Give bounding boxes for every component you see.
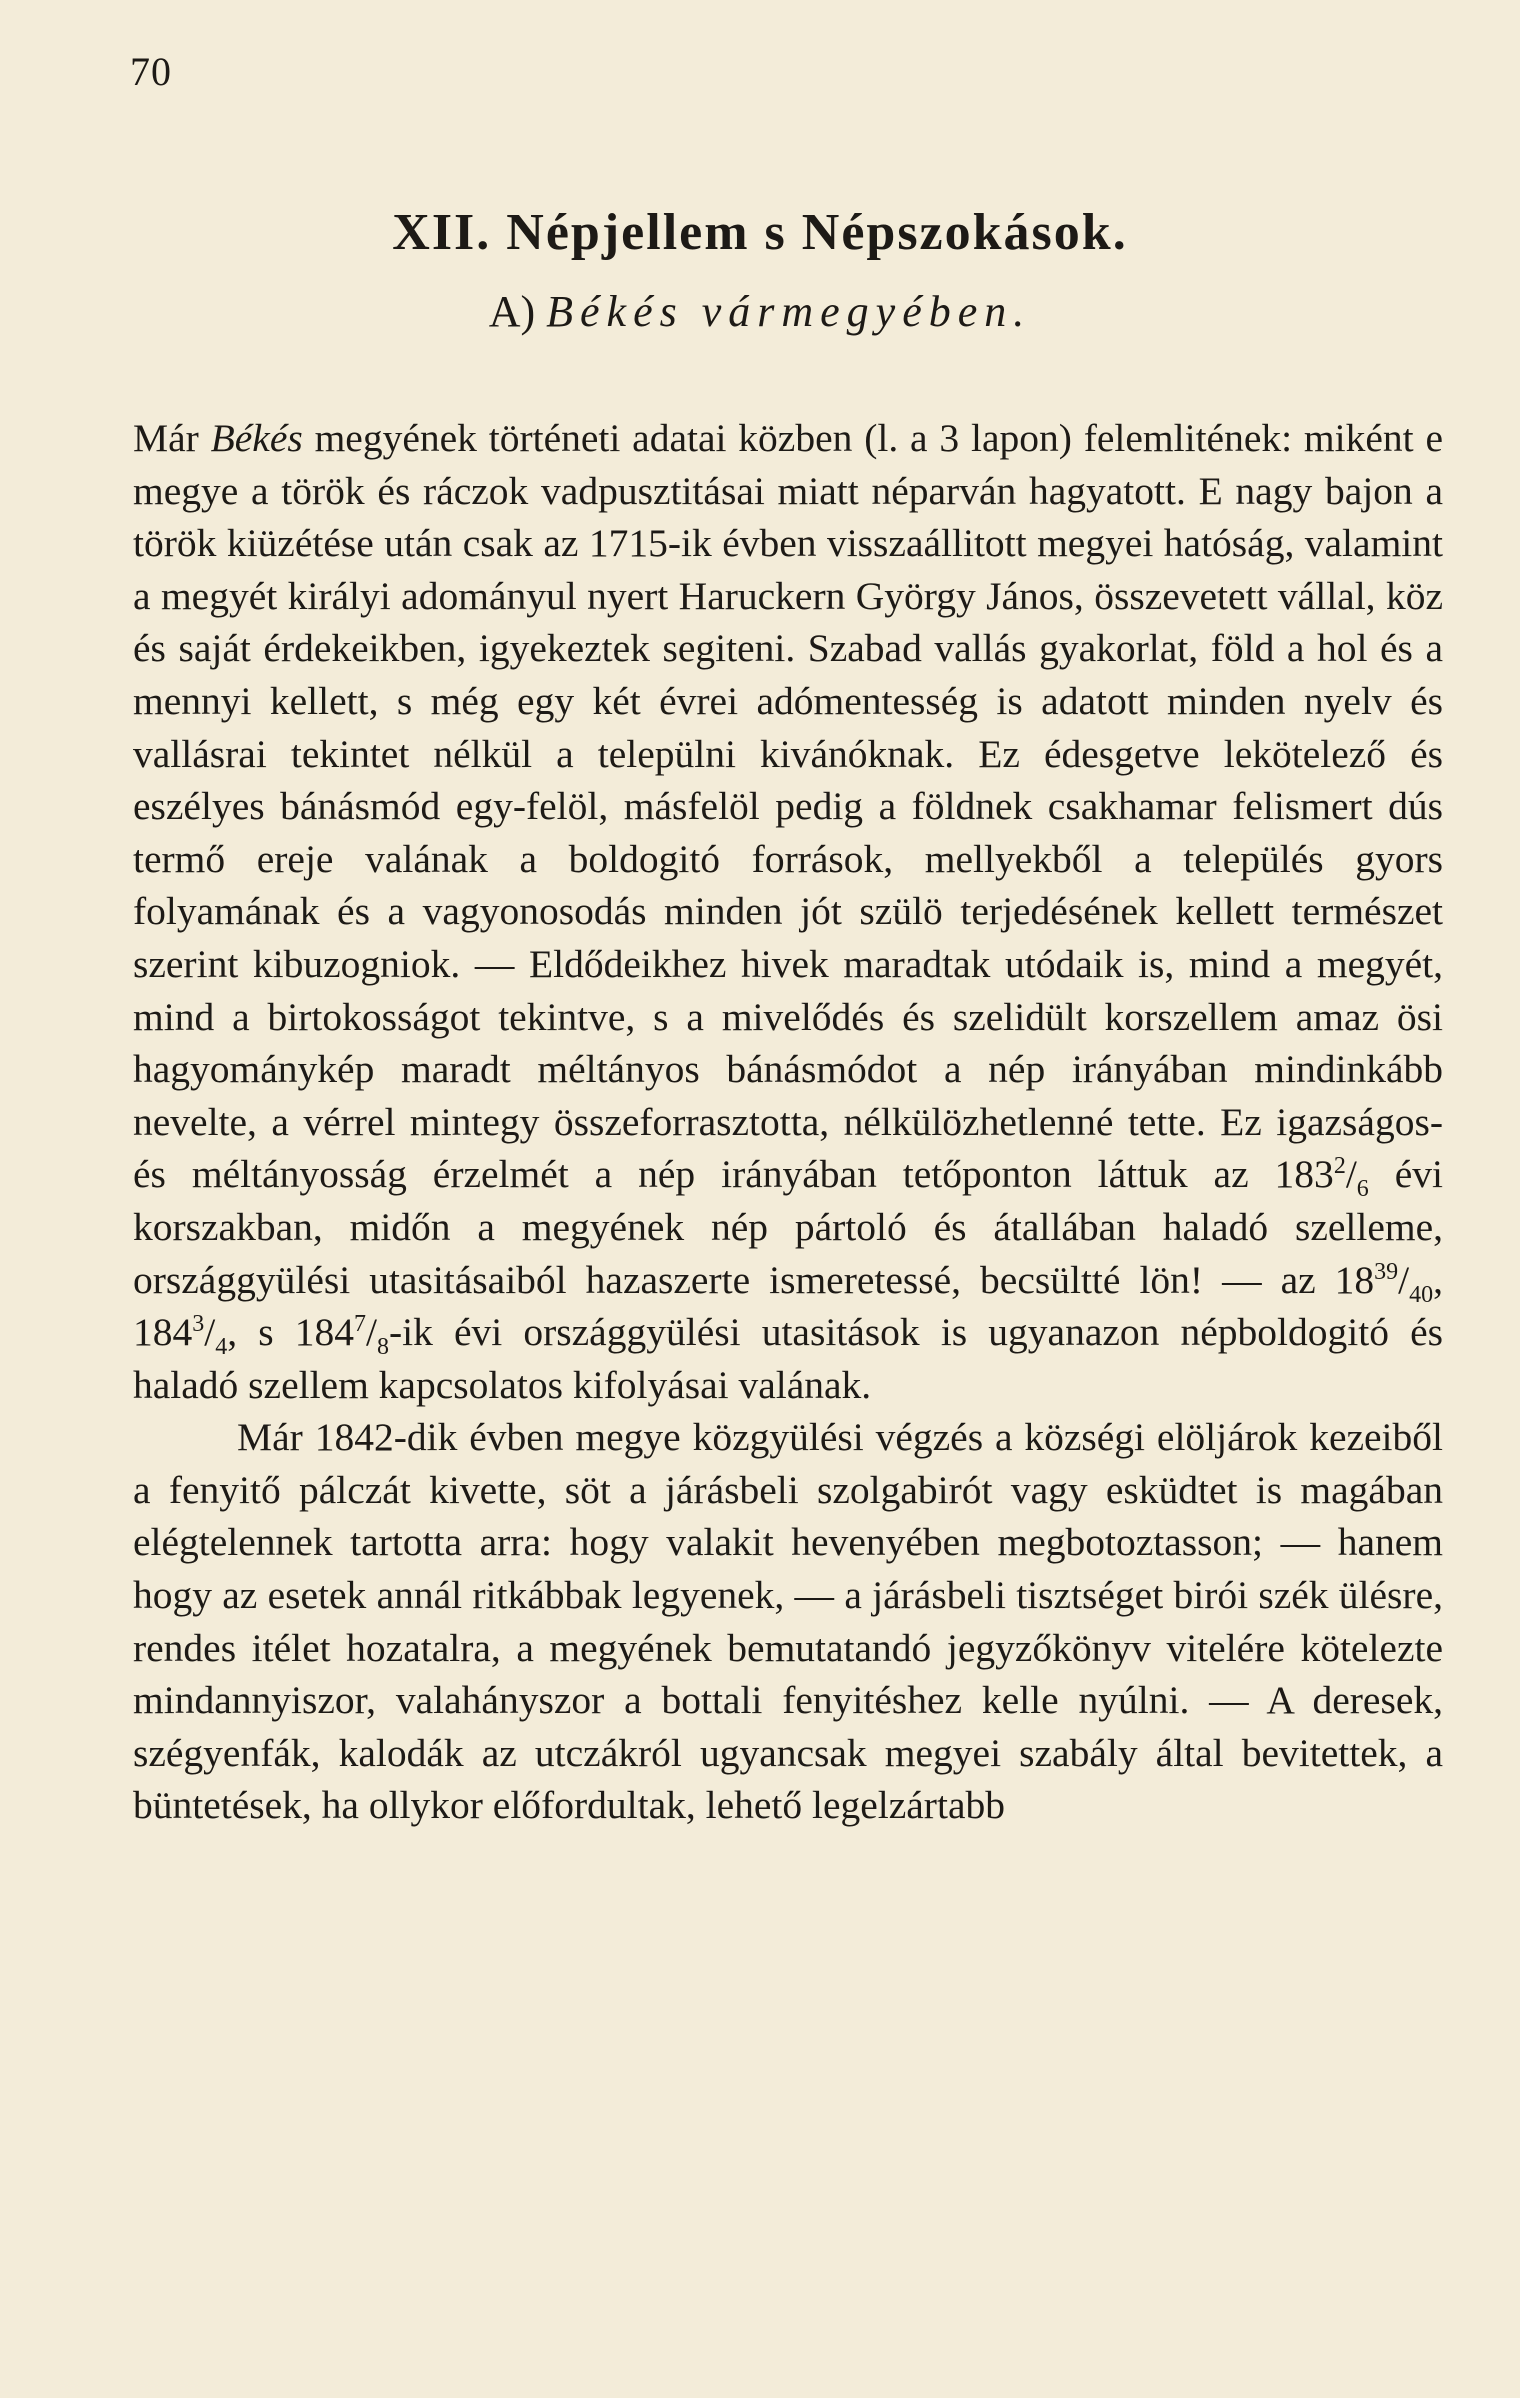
emphasis-bekes: Békés: [210, 416, 303, 460]
text-run: évi korszakban, midőn a megyének nép pártoló és átallában haladó szelleme, országgyülési utasitásaiból hazaszerte ismeretessé, becsültté lön! — az 18: [133, 1152, 1443, 1302]
subtitle-prefix: A): [488, 287, 547, 336]
page-number: 70: [130, 49, 172, 94]
text-run: , s 184: [227, 1310, 354, 1355]
section-subtitle: [0, 286, 1520, 337]
fraction-denominator: 40: [1409, 1281, 1434, 1308]
text-run: , 184: [133, 1257, 1443, 1355]
fraction-denominator: 8: [376, 1333, 389, 1360]
fraction-numerator: 3: [192, 1310, 205, 1337]
text-run: megyének történeti adatai közben (l. a 3 lapon) felemlitének: miként e megye a török és ráczok vadpusztitásai miatt néparván hagyatott. E nagy bajon a török kiüzétése után csak az 1715-ik évben visszaállitott megyei hatóság, valamint a megyét királyi adományul nyert Haruckern György János, összevetett vállal, köz és saját érdekeikben, igyekeztek segiteni. Szabad vallás gyakorlat, föld a hol és a mennyi kellett, s még egy két évrei adómentesség is adatott minden nyelv és vallásrai tekintet nélkül a települni kivánóknak. Ez édesgetve lekötelező és eszélyes bánásmód egy-felöl, másfelöl pedig a földnek csakhamar felismert dús termő ereje valának a boldogitó források, mellyekből a település gyors folyamának és a vagyonosodás minden jót szülö terjedésének kellett természet szerint kibuzogniok. — Eldődeikhez hivek maradtak utódaik is, mind a megyét, mind a birtokosságot tekintve, s a mivelődés és szelidült korszellem amaz ösi hagyománykép maradt méltányos bánásmódot a nép irányában mindinkább nevelte, a vérrel mintegy összeforrasztotta, nélkülözhetlenné tette. Ez igazságos- és méltányosság érzelmét a nép irányában tetőponton láttuk az 183: [133, 416, 1443, 1197]
chapter-title: XII. Népjellem s Népszokások.: [392, 204, 1128, 261]
fraction-numerator: 2: [1333, 1153, 1346, 1180]
body-text: [133, 412, 1443, 1832]
fraction-numerator: 39: [1374, 1258, 1399, 1285]
text-run: Már: [133, 416, 211, 460]
paragraph-2: Már 1842-dik évben megye közgyülési végzés a községi elöljárok kezeiből a fenyitő pálczát kivette, söt a járásbeli szolgabirót vagy esküdtet is magában elégtelennek tartotta arra: hogy valakit hevenyében megbotoztasson; — hanem hogy az esetek annál ritkábbak legyenek, — a járásbeli tisztséget birói szék ülésre, rendes itélet hozatalra, a megyének bemutatandó jegyzőkönyv vitelére kötelezte mindannyiszor, valahányszor a bottali fenyitéshez kelle nyúlni. — A deresek, szégyenfák, kalodák az utczákról ugyancsak megyei szabály által bevitettek, a büntetések, ha ollykor előfordultak, lehető legelzártabb: [133, 1415, 1443, 1828]
fraction-numerator: 7: [354, 1310, 366, 1337]
text-run: -ik évi országgyülési utasitások is ugyanazon népboldogitó és haladó szellem kapcsolatos kifolyásai valának.: [133, 1310, 1444, 1407]
fraction-denominator: 4: [215, 1333, 228, 1360]
paragraph-1: Már Békés megyének történeti adatai közben (l. a 3 lapon) felemlitének: miként e megye a török és ráczok vadpusztitásai miatt néparván hagyatott. E nagy bajon a török kiüzétése után csak az 1715-ik évben visszaállitott megyei hatóság, valamint a megyét királyi adományul nyert Haruckern György János, összevetett vállal, köz és saját érdekeikben, igyekeztek segiteni. Szabad vallás gyakorlat, föld a hol és a mennyi kellett, s még egy két évrei adómentesség is adatott minden nyelv és vallásrai tekintet nélkül a települni kivánóknak. Ez édesgetve lekötelező és eszélyes bánásmód egy-felöl, másfelöl pedig a földnek csakhamar felismert dús termő ereje valának a boldogitó források, mellyekből a település gyors folyamának és a vagyonosodás minden jót szülö terjedésének kellett természet szerint kibuzogniok. — Eldődeikhez hivek maradtak utódaik is, mind a megyét, mind a birtokosságot tekintve, s a mivelődés és szelidült korszellem amaz ösi hagyománykép maradt méltányos bánásmódot a nép irányában mindinkább nevelte, a vérrel mintegy összeforrasztotta, nélkülözhetlenné tette. Ez igazságos- és méltányosság érzelmét a nép irányában tetőponton láttuk az $183^2/_6$ évi korszakban, midőn a megyének nép pártoló és átallában haladó szelleme, országgyülési utasitásaiból hazaszerte ismeretessé, becsültté lön! — az $18^{39}/_{40}$, $184^3/_4$, s $184^7/_8-ik$ évi országgyülési utasitások is ugyanazon népboldogitó és haladó szellem kapcsolatos kifolyásai valának.: [133, 416, 1444, 1407]
subtitle-place: Békés vármegyében.: [546, 287, 1032, 336]
fraction-denominator: 6: [1356, 1176, 1369, 1203]
